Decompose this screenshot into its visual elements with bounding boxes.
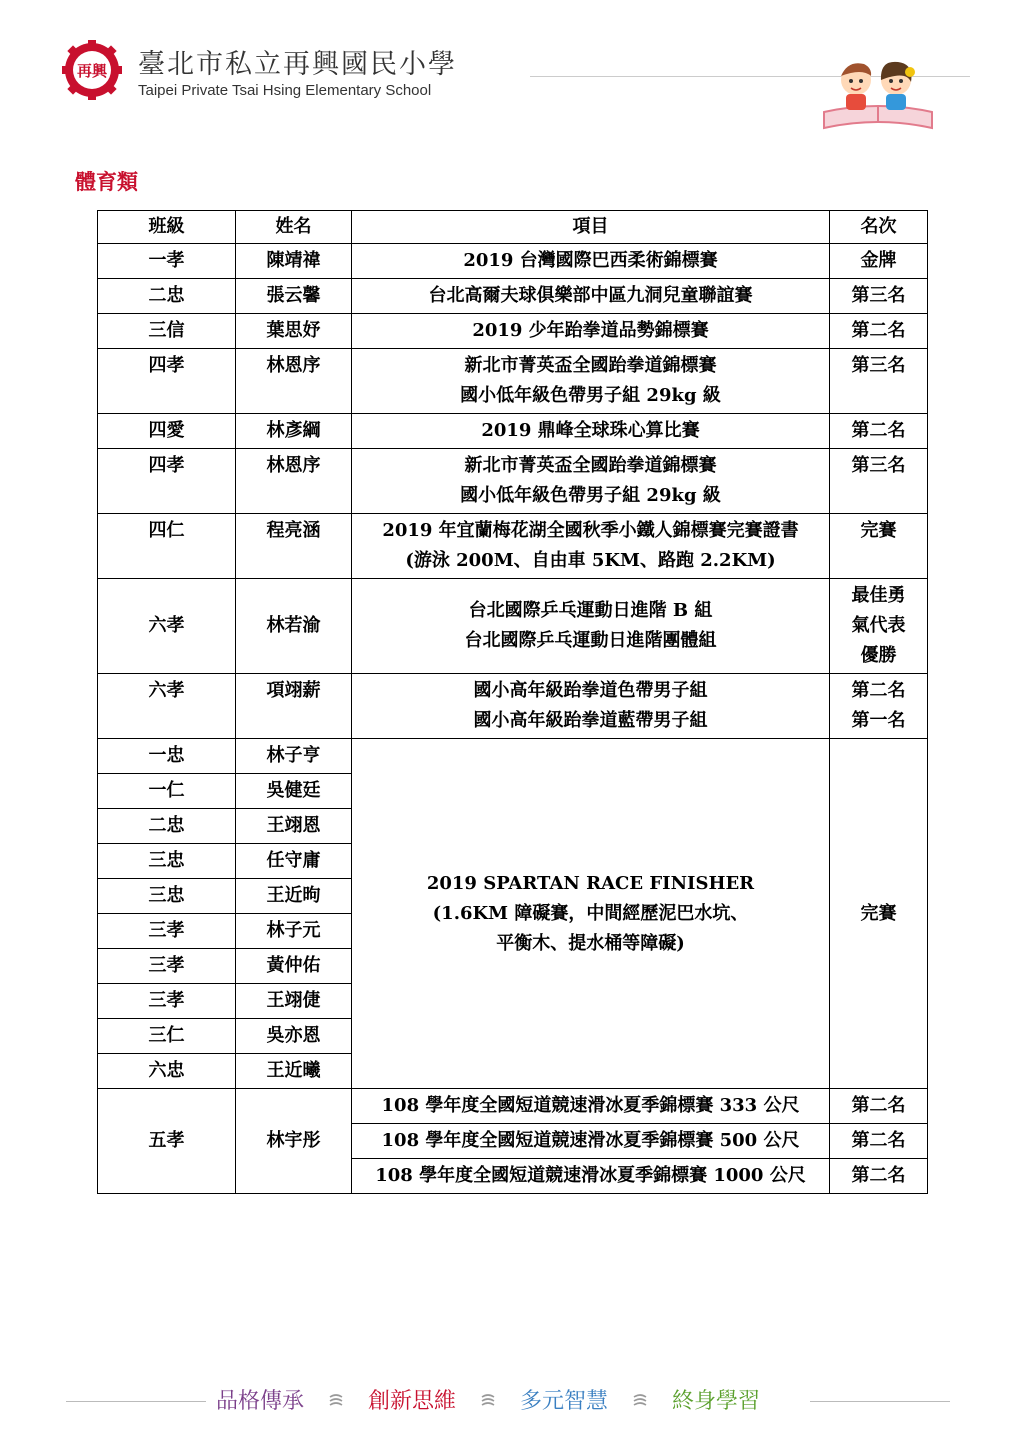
class-cell: 五孝: [98, 1089, 236, 1194]
event-line: 新北市菁英盃全國跆拳道錦標賽: [464, 355, 717, 376]
table-row: [98, 449, 928, 514]
name-cell: 葉思妤: [236, 314, 352, 349]
slogan-intelligence: 多元智慧: [520, 1389, 609, 1414]
table-row: [98, 244, 928, 279]
class-cell: 四孝: [98, 349, 236, 414]
column-header-class: 班級: [98, 211, 236, 244]
event-line: 2019 鼎峰全球珠心算比賽: [481, 420, 700, 441]
class-cell: 一孝: [98, 244, 236, 279]
event-cell: [352, 279, 830, 314]
table-row: [98, 314, 928, 349]
rank-line: 氣代表: [851, 615, 906, 636]
rank-cell: [830, 244, 928, 279]
table-row: [98, 1089, 928, 1124]
school-name-cn: 臺北市私立再興國民小學: [138, 49, 457, 80]
table-row: [98, 674, 928, 739]
footer-slogans: [208, 1384, 768, 1415]
event-line: 台北國際乒乓運動日進階團體組: [464, 630, 717, 651]
slogan-lifelong-learning: 終身學習: [672, 1389, 761, 1414]
name-cell: 王翊倢: [236, 984, 352, 1019]
event-line: 2019 年宜蘭梅花湖全國秋季小鐵人錦標賽完賽證書: [382, 520, 799, 541]
name-cell: 林子元: [236, 914, 352, 949]
section-title: 體育類: [75, 169, 138, 194]
class-cell: 一忠: [98, 739, 236, 774]
rank-cell: [830, 349, 928, 414]
event-line: 國小低年級色帶男子組 29kg 級: [460, 385, 721, 406]
rank-cell: 第二名: [830, 1124, 928, 1159]
class-cell: 三孝: [98, 984, 236, 1019]
name-cell: 陳靖禕: [236, 244, 352, 279]
class-cell: 三信: [98, 314, 236, 349]
rank-line: 最佳勇: [851, 585, 906, 606]
class-cell: 六孝: [98, 579, 236, 674]
event-line: 平衡木、提水桶等障礙): [496, 932, 685, 954]
rank-line: 第三名: [851, 455, 906, 476]
rank-cell: [830, 414, 928, 449]
slogan-character: 品格傳承: [216, 1389, 305, 1414]
class-cell: 三忠: [98, 844, 236, 879]
event-cell: 108 學年度全國短道競速滑冰夏季錦標賽 333 公尺: [352, 1089, 830, 1124]
column-header-rank: 名次: [830, 211, 928, 244]
event-cell: [352, 414, 830, 449]
rank-line: 第二名: [851, 420, 906, 441]
children-reading-book-icon: [818, 50, 938, 136]
rank-cell: [830, 674, 928, 739]
slogan-innovation: 創新思維: [368, 1389, 457, 1414]
page-header: [60, 36, 980, 116]
class-cell: 六忠: [98, 1054, 236, 1089]
rank-cell: 第二名: [830, 1159, 928, 1194]
school-name-en: Taipei Private Tsai Hsing Elementary School: [138, 82, 432, 99]
rank-cell: [830, 314, 928, 349]
class-cell: 三忠: [98, 879, 236, 914]
class-cell: 二忠: [98, 809, 236, 844]
name-cell: 林恩序: [236, 449, 352, 514]
rank-line: 金牌: [860, 250, 897, 271]
name-cell: 任守庸: [236, 844, 352, 879]
name-cell: 王近曦: [236, 1054, 352, 1089]
footer-divider-left: [66, 1401, 206, 1402]
name-cell: 黃仲佑: [236, 949, 352, 984]
rank-cell: [830, 514, 928, 579]
name-cell: 項翊薪: [236, 674, 352, 739]
class-cell: 三仁: [98, 1019, 236, 1054]
class-cell: 一仁: [98, 774, 236, 809]
rank-line: 第二名: [851, 320, 906, 341]
class-cell: 三孝: [98, 949, 236, 984]
event-line: 2019 SPARTAN RACE FINISHER: [426, 872, 755, 894]
rank-line: 完賽: [860, 520, 897, 541]
event-line: 國小高年級跆拳道色帶男子組: [473, 680, 708, 701]
event-cell: [352, 739, 830, 1089]
rank-line: 第三名: [851, 355, 906, 376]
name-cell: 王近昫: [236, 879, 352, 914]
swirl-icon: [632, 1392, 648, 1408]
name-cell: 程亮涵: [236, 514, 352, 579]
event-line: 台北國際乒乓運動日進階 B 組: [468, 600, 713, 621]
swirl-icon: [480, 1392, 496, 1408]
event-cell: [352, 514, 830, 579]
name-cell: 吳健廷: [236, 774, 352, 809]
table-row: [98, 279, 928, 314]
awards-table: [97, 210, 928, 1194]
name-cell: 王翊恩: [236, 809, 352, 844]
event-line: (游泳 200M、自由車 5KM、路跑 2.2KM): [405, 550, 776, 571]
rank-cell: 完賽: [830, 739, 928, 1089]
table-row: [98, 739, 928, 774]
table-row: [98, 579, 928, 674]
table-row: [98, 514, 928, 579]
name-cell: 林若渝: [236, 579, 352, 674]
event-line: (1.6KM 障礙賽，中間經歷泥巴水坑、: [432, 902, 749, 924]
class-cell: 四孝: [98, 449, 236, 514]
name-cell: 林宇彤: [236, 1089, 352, 1194]
name-cell: 林恩序: [236, 349, 352, 414]
event-cell: [352, 314, 830, 349]
event-line: 2019 少年跆拳道品勢錦標賽: [472, 320, 709, 341]
class-cell: 四仁: [98, 514, 236, 579]
event-cell: [352, 349, 830, 414]
class-cell: 三孝: [98, 914, 236, 949]
table-header-row: [98, 211, 928, 244]
class-cell: 四愛: [98, 414, 236, 449]
event-line: 國小高年級跆拳道藍帶男子組: [473, 710, 708, 731]
rank-cell: [830, 279, 928, 314]
column-header-event: 項目: [352, 211, 830, 244]
table-row: [98, 349, 928, 414]
logo-text: 再興: [76, 62, 108, 80]
event-line: 台北高爾夫球俱樂部中區九洞兒童聯誼賽: [428, 285, 753, 306]
rank-cell: [830, 579, 928, 674]
name-cell: 林彥綱: [236, 414, 352, 449]
rank-line: 第三名: [851, 285, 906, 306]
class-cell: 六孝: [98, 674, 236, 739]
event-cell: [352, 244, 830, 279]
event-line: 國小低年級色帶男子組 29kg 級: [460, 485, 721, 506]
table-row: [98, 414, 928, 449]
rank-line: 優勝: [860, 645, 897, 666]
rank-cell: [830, 449, 928, 514]
event-line: 2019 台灣國際巴西柔術錦標賽: [463, 250, 718, 271]
class-cell: 二忠: [98, 279, 236, 314]
event-cell: 108 學年度全國短道競速滑冰夏季錦標賽 500 公尺: [352, 1124, 830, 1159]
footer-divider-right: [810, 1401, 950, 1402]
event-cell: [352, 449, 830, 514]
rank-cell: 第二名: [830, 1089, 928, 1124]
name-cell: 吳亦恩: [236, 1019, 352, 1054]
event-cell: [352, 579, 830, 674]
name-cell: 林子亨: [236, 739, 352, 774]
rank-line: 第二名: [851, 680, 906, 701]
swirl-icon: [328, 1392, 344, 1408]
school-logo-icon: [62, 40, 122, 100]
page-footer: [60, 1380, 960, 1424]
name-cell: 張云馨: [236, 279, 352, 314]
event-cell: [352, 674, 830, 739]
rank-line: 第一名: [851, 710, 906, 731]
column-header-name: 姓名: [236, 211, 352, 244]
event-line: 新北市菁英盃全國跆拳道錦標賽: [464, 455, 717, 476]
event-cell: 108 學年度全國短道競速滑冰夏季錦標賽 1000 公尺: [352, 1159, 830, 1194]
